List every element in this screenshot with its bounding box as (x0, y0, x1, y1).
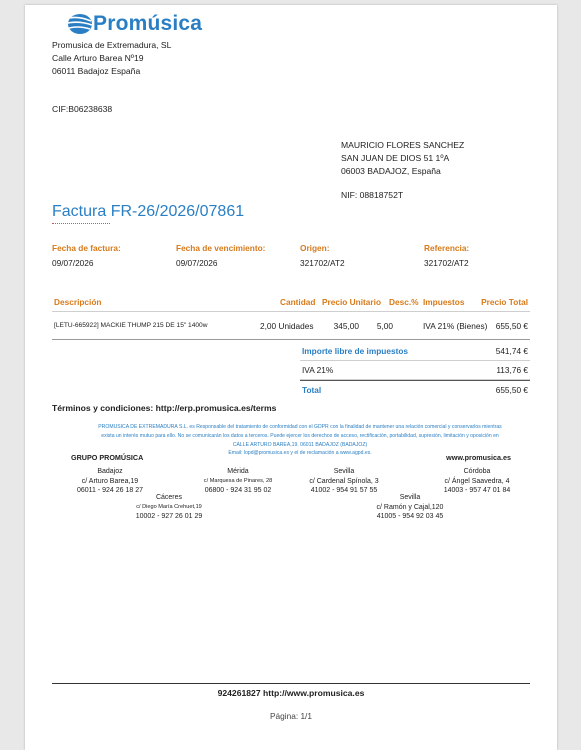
title-underline (52, 223, 110, 224)
customer-nif-value: 08818752T (359, 190, 404, 200)
invoice-title: Factura FR-26/2026/07861 (52, 203, 245, 220)
office-phone: 10002 - 927 26 01 29 (135, 513, 203, 521)
office-sevilla-2 (360, 493, 460, 522)
office-city: Badajoz (97, 468, 123, 475)
totals-block (300, 342, 530, 399)
legal-line: PROMUSICA DE EXTREMADURA S.L. es Responsable del tratamiento de conformidad con el GDPR con la finalidad de mantener una relación comercial y conservarlos mientras (98, 424, 502, 430)
company-logo (63, 11, 202, 37)
customer-nif-label: NIF: (341, 190, 358, 200)
meta-reference (424, 243, 469, 268)
logo-swirl-icon (63, 13, 93, 35)
legal-line: exista un interés mutuo para ello. No se comunicarán los datos a terceros. Puede ejercer los derechos de acceso, rectificación, portabilidad, supresión, limitación y oposición en (101, 432, 499, 439)
office-city: Córdoba (463, 468, 491, 475)
customer-name: MAURICIO FLORES SANCHEZ (341, 140, 465, 150)
footer-contact: 924261827 http://www.promusica.es (217, 688, 365, 698)
subtotal-value: 541,74 € (495, 346, 528, 356)
terms-link[interactable]: Términos y condiciones: http://erp.promusica.es/terms (52, 403, 277, 413)
invoice-page (25, 5, 557, 750)
tax-label: IVA 21% (302, 365, 334, 375)
total-label: Total (302, 385, 322, 395)
office-street: c/ Marquesa de Pinares, 28 (203, 477, 273, 484)
col-description: Descripción (54, 297, 102, 307)
lines-table-header (52, 295, 530, 312)
row-description: [LETU-665922] MACKIE THUMP 215 DE 15" 1400w (54, 322, 208, 329)
group-web: www.promusica.es (446, 453, 511, 462)
office-phone: 41005 - 954 92 03 45 (376, 513, 444, 521)
company-city: 06011 Badajoz España (52, 66, 141, 76)
office-phone: 14003 - 957 47 01 84 (443, 487, 511, 495)
meta-value: 321702/AT2 (300, 258, 345, 268)
row-quantity: 2,00 Unidades (260, 321, 314, 331)
meta-value: 09/07/2026 (52, 258, 94, 268)
legal-line: CALLE ARTURO BAREA,19. 06011 BADAJOZ (BADAJOZ) (232, 441, 368, 448)
meta-origin (300, 243, 345, 268)
office-badajoz (60, 467, 160, 496)
meta-due-date (176, 243, 265, 268)
office-caceres (119, 493, 219, 522)
office-sevilla-1 (294, 467, 394, 496)
meta-invoice-date (52, 243, 121, 268)
office-phone: 06800 - 924 31 95 02 (204, 487, 272, 495)
customer-nif (341, 189, 403, 202)
meta-label: Fecha de factura: (52, 243, 121, 253)
row-unit-price: 345,00 (333, 321, 359, 331)
office-merida (188, 467, 288, 496)
customer-street: SAN JUAN DE DIOS 51 1ºA (341, 153, 450, 163)
col-taxes: Impuestos (423, 297, 465, 307)
row-discount: 5,00 (376, 321, 393, 331)
office-city: Sevilla (399, 494, 421, 501)
office-street: c/ Diego María Crehuet,19 (136, 503, 202, 510)
office-street: c/ Cardenal Spínola, 3 (309, 477, 379, 485)
office-street: c/ Arturo Barea,19 (81, 477, 139, 485)
meta-label: Origen: (300, 243, 330, 253)
customer-address (341, 139, 464, 178)
col-discount: Desc.% (389, 297, 419, 307)
meta-value: 09/07/2026 (176, 258, 218, 268)
meta-label: Fecha de vencimiento: (176, 243, 266, 253)
tax-value: 113,76 € (496, 365, 528, 375)
row-total: 655,50 € (495, 321, 528, 331)
col-unit-price: Precio Unitario (322, 297, 382, 307)
company-address (52, 39, 171, 78)
col-total: Precio Total (481, 297, 528, 307)
footer-divider (52, 683, 530, 684)
tax-row (300, 361, 530, 380)
col-quantity: Cantidad (280, 297, 316, 307)
legal-line: Email: lopd@promusica.es y el de reclamación a www.agpd.es. (228, 450, 372, 457)
customer-city: 06003 BADAJOZ, España (341, 166, 441, 176)
logo-text: Promúsica (93, 12, 203, 35)
company-name: Promusica de Extremadura, SL (52, 40, 172, 50)
total-row (300, 380, 530, 399)
office-phone: 06011 - 924 26 18 27 (76, 487, 144, 495)
table-row (52, 313, 530, 340)
meta-label: Referencia: (424, 243, 470, 253)
company-cif: CIF:B06238638 (52, 104, 113, 114)
subtotal-label: Importe libre de impuestos (302, 346, 409, 356)
row-taxes: IVA 21% (Bienes) (423, 321, 488, 331)
office-city: Cáceres (155, 494, 183, 501)
office-city: Mérida (227, 468, 249, 475)
office-street: c/ Ángel Saavedra, 4 (444, 477, 510, 485)
total-value: 655,50 € (495, 385, 528, 395)
company-street: Calle Arturo Barea Nº19 (52, 53, 144, 63)
group-label: GRUPO PROMÚSICA (71, 453, 144, 462)
office-phone: 41002 - 954 91 57 55 (310, 487, 378, 495)
page-number: Página: 1/1 (270, 711, 312, 721)
meta-value: 321702/AT2 (424, 258, 469, 268)
office-city: Sevilla (333, 468, 355, 475)
office-street: c/ Ramón y Cajal,120 (376, 503, 444, 511)
office-cordoba (427, 467, 527, 496)
subtotal-row (300, 342, 530, 361)
